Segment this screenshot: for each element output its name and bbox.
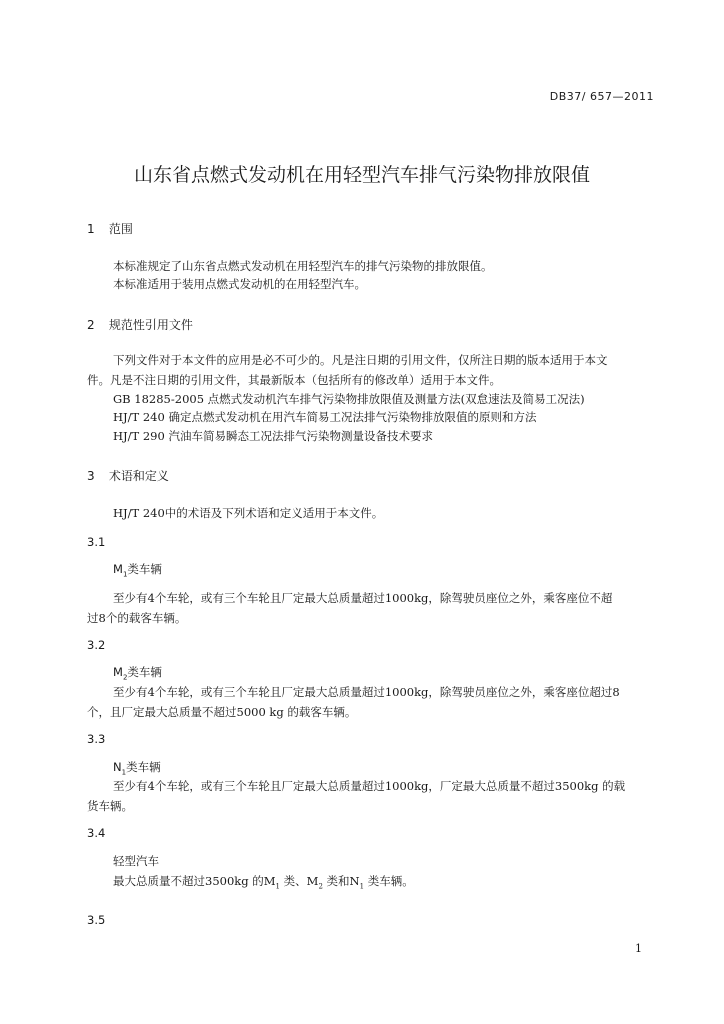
clause-3-4-term: 轻型汽车 xyxy=(113,854,159,868)
section-1-number: 1 xyxy=(87,222,95,236)
clause-3-2-definition-line-2: 个，且厂定最大总质量不超过5000 kg 的载客车辆。 xyxy=(87,705,357,719)
clause-3-2-number: 3.2 xyxy=(87,638,106,652)
section-2-paragraph-line-2: 件。凡是不注日期的引用文件，其最新版本（包括所有的修改单）适用于本文件。 xyxy=(87,373,501,387)
section-3-number: 3 xyxy=(87,469,95,483)
clause-3-3-number: 3.3 xyxy=(87,732,106,746)
clause-3-4-definition: 最大总质量不超过3500kg 的$M_1$ 类、$M_2$ 类和$N_1$ 类车辆。 xyxy=(113,874,414,891)
clause-3-2-definition-line-1: 至少有4个车轮，或有三个车轮且厂定最大总质量超过1000kg，除驾驶员座位之外，乘客座位超过8 xyxy=(113,685,620,699)
reference-hj-240: HJ/T 240 确定点燃式发动机在用汽车简易工况法排气污染物排放限值的原则和方法 xyxy=(113,410,537,424)
clause-3-2-term: $M_2$类车辆 xyxy=(113,665,162,682)
section-1-title: 范围 xyxy=(108,222,133,236)
clause-3-4-number: 3.4 xyxy=(87,826,106,840)
section-2-paragraph-line-1: 下列文件对于本文件的应用是必不可少的。凡是注日期的引用文件，仅所注日期的版本适用于本文 xyxy=(113,353,608,367)
clause-3-3-definition-line-1: 至少有4个车轮，或有三个车轮且厂定最大总质量超过1000kg，厂定最大总质量不超过3500kg 的载 xyxy=(113,779,626,793)
section-2-title: 规范性引用文件 xyxy=(108,318,193,332)
document-title: 山东省点燃式发动机在用轻型汽车排气污染物排放限值 xyxy=(133,164,590,186)
standard-number: DB37/ 657—2011 xyxy=(549,90,654,103)
clause-3-3-term: $N_1$类车辆 xyxy=(113,760,161,777)
section-1-paragraph-1: 本标准规定了山东省点燃式发动机在用轻型汽车的排气污染物的排放限值。 xyxy=(113,259,493,273)
clause-3-3-definition-line-2: 货车辆。 xyxy=(87,799,133,813)
section-1-paragraph-2: 本标准适用于装用点燃式发动机的在用轻型汽车。 xyxy=(113,277,366,291)
reference-gb-18285: GB 18285-2005 点燃式发动机汽车排气污染物排放限值及测量方法(双怠速法及简易工况法) xyxy=(113,392,585,406)
page-number: 1 xyxy=(635,942,642,955)
section-3-paragraph: HJ/T 240中的术语及下列术语和定义适用于本文件。 xyxy=(113,506,384,520)
section-3-title: 术语和定义 xyxy=(108,469,169,483)
clause-3-1-definition-line-1: 至少有4个车轮，或有三个车轮且厂定最大总质量超过1000kg，除驾驶员座位之外，乘客座位不超 xyxy=(113,591,613,605)
section-1-heading xyxy=(87,220,133,237)
clause-3-1-term: $M_1$类车辆 xyxy=(113,562,162,579)
clause-3-1-number: 3.1 xyxy=(87,535,106,549)
section-3-heading xyxy=(87,467,169,484)
section-2-heading xyxy=(87,316,193,333)
clause-3-1-definition-line-2: 过8个的载客车辆。 xyxy=(87,611,187,625)
section-2-number: 2 xyxy=(87,318,95,332)
reference-hj-290: HJ/T 290 汽油车简易瞬态工况法排气污染物测量设备技术要求 xyxy=(113,429,433,443)
clause-3-5-number: 3.5 xyxy=(87,913,106,927)
